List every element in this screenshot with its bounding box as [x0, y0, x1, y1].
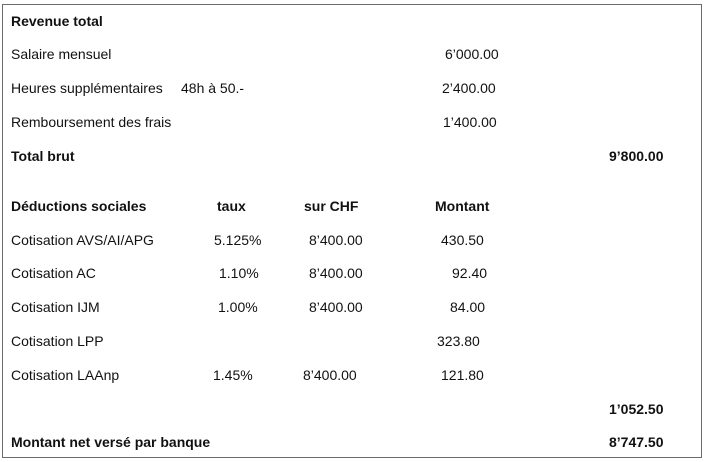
revenue-row-label: Salaire mensuel	[11, 46, 112, 62]
deductions-total-value: 1’052.50	[609, 401, 664, 417]
payslip-frame	[2, 4, 702, 458]
deductions-header-rate: taux	[217, 198, 246, 214]
deduction-row-amount: 323.80	[437, 333, 480, 349]
revenue-row-amount: 2’400.00	[442, 80, 496, 96]
deduction-row-rate: 1.10%	[219, 265, 259, 281]
deduction-row-amount: 430.50	[441, 232, 484, 248]
revenue-row-amount: 1’400.00	[443, 114, 497, 130]
deduction-row-rate: 1.00%	[218, 299, 258, 315]
deduction-row-label: Cotisation IJM	[11, 299, 100, 315]
deduction-row-base: 8’400.00	[309, 299, 363, 315]
deduction-row-amount: 121.80	[441, 367, 484, 383]
revenue-row-amount: 6’000.00	[445, 46, 499, 62]
net-amount-value: 8’747.50	[609, 434, 664, 450]
deductions-header-label: Déductions sociales	[11, 198, 147, 214]
total-brut-label: Total brut	[11, 148, 75, 164]
deduction-row-label: Cotisation AC	[11, 265, 96, 281]
deduction-row-amount: 92.40	[452, 265, 488, 281]
deduction-row-base: 8’400.00	[309, 265, 363, 281]
revenue-heading: Revenue total	[11, 13, 103, 29]
deduction-row-rate: 5.125%	[214, 232, 262, 248]
deduction-row-rate: 1.45%	[213, 367, 253, 383]
deduction-row-base: 8’400.00	[309, 232, 363, 248]
deduction-row-label: Cotisation LPP	[11, 333, 104, 349]
deduction-row-label: Cotisation LAAnp	[11, 367, 120, 383]
deductions-header-base: sur CHF	[304, 198, 359, 214]
deduction-row-label: Cotisation AVS/AI/APG	[11, 232, 154, 248]
deductions-header-amount: Montant	[435, 198, 490, 214]
deduction-row-amount: 84.00	[450, 299, 486, 315]
revenue-row-label: Remboursement des frais	[11, 114, 172, 130]
revenue-row-label: Heures supplémentaires	[11, 80, 163, 96]
deduction-row-base: 8’400.00	[303, 367, 357, 383]
total-brut-value: 9’800.00	[609, 148, 664, 164]
revenue-row-detail: 48h à 50.-	[181, 80, 245, 96]
net-amount-label: Montant net versé par banque	[11, 434, 211, 450]
